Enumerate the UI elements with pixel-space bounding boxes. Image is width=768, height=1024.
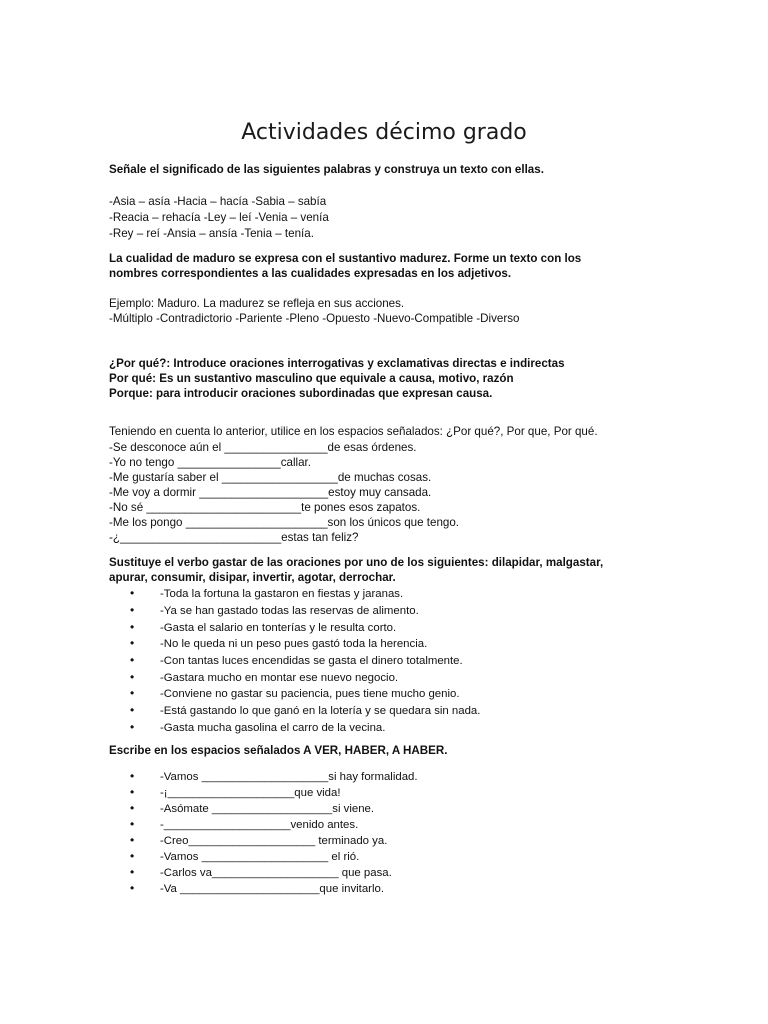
bullet-icon: • <box>130 586 135 600</box>
section4-line: -Yo no tengo ________________callar. <box>109 456 312 469</box>
section4-line: -Me voy a dormir ____________________estoy muy cansada. <box>109 486 432 499</box>
bullet-icon: • <box>130 686 135 700</box>
section4-intro: Teniendo en cuenta lo anterior, utilice en los espacios señalados: ¿Por qué?, Por que, Por qué. <box>109 425 598 438</box>
list-item: • -¡____________________que vida! <box>130 785 341 799</box>
list-item: • -Ya se han gastado todas las reservas de alimento. <box>130 603 419 617</box>
section4-line: -Me gustaría saber el __________________de muchas cosas. <box>109 471 432 484</box>
bullet-icon: • <box>130 865 135 879</box>
list-item: • -Toda la fortuna la gastaron en fiestas y jaranas. <box>130 586 404 600</box>
section4-line: -No sé ________________________te pones esos zapatos. <box>109 501 421 514</box>
bullet-icon: • <box>130 801 135 815</box>
list-item: • -No le queda ni un peso pues gastó toda la herencia. <box>130 636 428 650</box>
section2-heading: La cualidad de maduro se expresa con el sustantivo madurez. Forme un texto con los <box>109 252 582 265</box>
bullet-icon: • <box>130 817 135 831</box>
bullet-icon: • <box>130 603 135 617</box>
bullet-icon: • <box>130 703 135 717</box>
list-item: • -Gasta el salario en tonterías y le resulta corto. <box>130 620 397 634</box>
list-item: • -Va ______________________que invitarlo. <box>130 881 384 895</box>
list-item: • -Creo____________________ terminado ya. <box>130 833 388 847</box>
list-item: • -Gastara mucho en montar ese nuevo negocio. <box>130 670 399 684</box>
section1-line: -Reacia – rehacía -Ley – leí -Venia – venía <box>109 211 329 224</box>
bullet-icon: • <box>130 769 135 783</box>
section4-line: -Me los pongo ______________________son los únicos que tengo. <box>109 516 460 529</box>
list-item: • -Carlos va____________________ que pasa. <box>130 865 392 879</box>
list-item: • -Gasta mucha gasolina el carro de la vecina. <box>130 720 386 734</box>
section4-line: -¿_________________________estas tan feliz? <box>109 531 359 544</box>
bullet-icon: • <box>130 620 135 634</box>
section5-heading: Sustituye el verbo gastar de las oraciones por uno de los siguientes: dilapidar, malgastar, <box>109 556 604 569</box>
list-item: • -Vamos ____________________si hay formalidad. <box>130 769 418 783</box>
list-item: • -Conviene no gastar su paciencia, pues tiene mucho genio. <box>130 686 460 700</box>
section1-heading: Señale el significado de las siguientes palabras y construya un texto con ellas. <box>109 163 544 176</box>
section1-line: -Rey – reí -Ansia – ansía -Tenia – tenía. <box>109 227 314 240</box>
section5-heading: apurar, consumir, disipar, invertir, agotar, derrochar. <box>109 571 396 584</box>
section3-line: Por qué: Es un sustantivo masculino que equivale a causa, motivo, razón <box>109 372 514 385</box>
list-item: • -Con tantas luces encendidas se gasta el dinero totalmente. <box>130 653 463 667</box>
section1-line: -Asia – asía -Hacia – hacía -Sabia – sabía <box>109 195 327 208</box>
bullet-icon: • <box>130 881 135 895</box>
bullet-icon: • <box>130 785 135 799</box>
list-item: • -Vamos ____________________ el rió. <box>130 849 360 863</box>
bullet-icon: • <box>130 833 135 847</box>
bullet-icon: • <box>130 653 135 667</box>
section2-words: -Múltiplo -Contradictorio -Pariente -Pleno -Opuesto -Nuevo-Compatible -Diverso <box>109 312 520 325</box>
list-item: • -Asómate ___________________si viene. <box>130 801 375 815</box>
section2-heading: nombres correspondientes a las cualidades expresadas en los adjetivos. <box>109 267 512 280</box>
section4-line: -Se desconoce aún el ________________de esas órdenes. <box>109 441 417 454</box>
section6-heading: Escribe en los espacios señalados A VER, HABER, A HABER. <box>109 744 448 757</box>
bullet-icon: • <box>130 670 135 684</box>
page-title: Actividades décimo grado <box>241 120 527 145</box>
bullet-icon: • <box>130 720 135 734</box>
section3-line: ¿Por qué?: Introduce oraciones interrogativas y exclamativas directas e indirectas <box>109 357 565 370</box>
section3-line: Porque: para introducir oraciones subordinadas que expresan causa. <box>109 387 493 400</box>
list-item: • -____________________venido antes. <box>130 817 359 831</box>
list-item: • -Está gastando lo que ganó en la lotería y se quedara sin nada. <box>130 703 481 717</box>
section2-example: Ejemplo: Maduro. La madurez se refleja en sus acciones. <box>109 297 405 310</box>
bullet-icon: • <box>130 849 135 863</box>
bullet-icon: • <box>130 636 135 650</box>
